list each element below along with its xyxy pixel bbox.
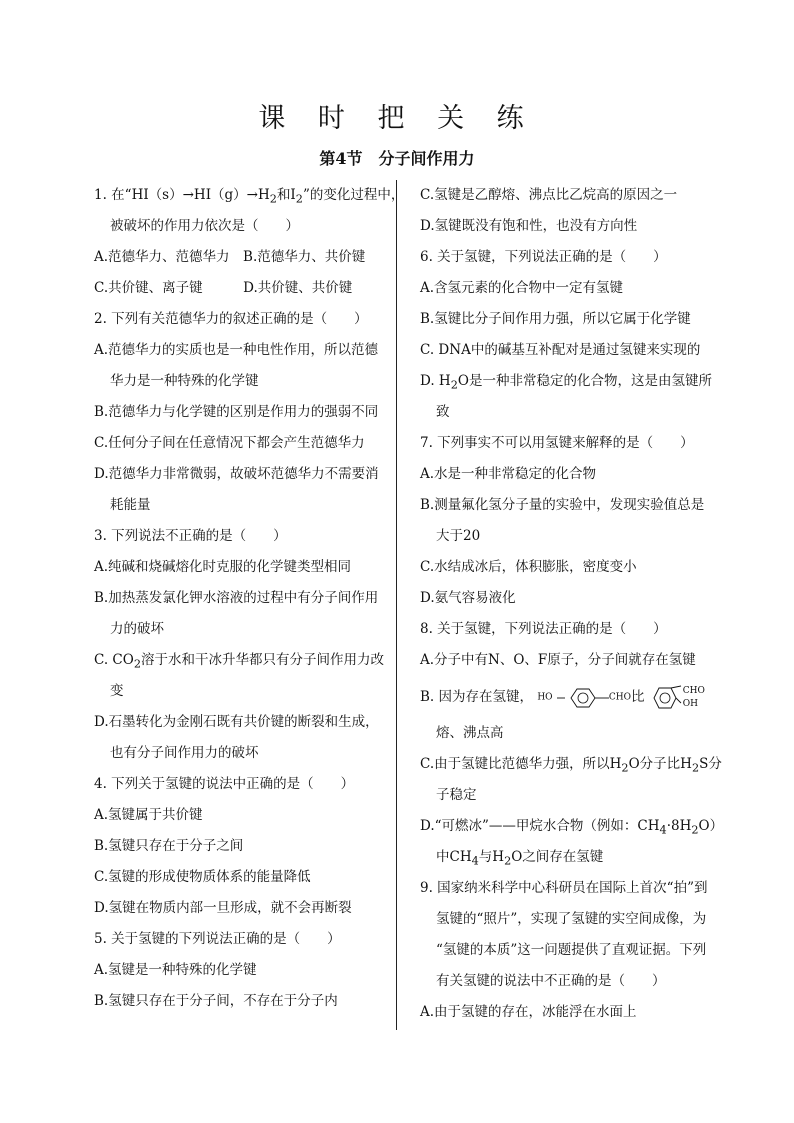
question-1-options-cd: C.共价键、离子键 D.共价键、共价键 [94,280,353,296]
question-8-stem: 8. 关于氢键，下列说法正确的是（ ） [420,621,667,637]
question-5-option-a: A.氢键是一种特殊的化学键 [94,962,257,978]
question-9-stem-cont: 有关氢键的说法中不正确的是（ ） [436,973,666,989]
question-2-option-a: A.范德华力的实质也是一种电性作用，所以范德 [94,342,379,358]
question-6-stem: 6. 关于氢键，下列说法正确的是（ ） [420,249,667,265]
question-8-option-b: B. 因为存在氢键， HO CHO比 CHO OH [420,676,730,718]
question-6-option-b: B.氢键比分子间作用力强，所以它属于化学键 [420,311,691,327]
question-8-option-b-cont: 熔、沸点高 [436,725,504,741]
question-9-stem-cont: “氢键的本质”这一问题提供了直观证据。下列 [436,942,707,958]
section-subtitle: 第4节 分子间作用力 [319,149,475,168]
question-3-option-b: B.加热蒸发氯化钾水溶液的过程中有分子间作用 [94,590,379,606]
question-4-option-d: D.氢键在物质内部一旦形成，就不会再断裂 [94,900,352,916]
question-9-option-a: A.由于氢键的存在，冰能浮在水面上 [420,1004,637,1020]
question-2-option-a-cont: 华力是一种特殊的化学键 [110,373,259,389]
question-3-option-c-cont: 变 [110,683,124,699]
question-6-option-c: C. DNA中的碱基互补配对是通过氢键来实现的 [420,342,701,358]
page-title: 课 时 把 关 练 [258,103,536,134]
question-5-stem: 5. 关于氢键的下列说法正确的是（ ） [94,931,341,947]
question-2-stem: 2. 下列有关范德华力的叙述正确的是（ ） [94,311,368,327]
question-2-option-c: C.任何分子间在任意情况下都会产生范德华力 [94,435,365,451]
question-9-stem: 9. 国家纳米科学中心科研员在国际上首次“拍”到 [420,880,708,896]
question-1-stem-cont: 被破坏的作用力依次是（ ） [110,218,299,234]
question-3-stem: 3. 下列说法不正确的是（ ） [94,528,287,544]
question-4-stem: 4. 下列关于氢键的说法中正确的是（ ） [94,776,355,792]
molecule-1-ho-label: HO [537,692,553,703]
question-7-option-b: B.测量氟化氢分子量的实验中，发现实验值总是 [420,497,705,513]
question-6-option-d-cont: 致 [436,404,450,420]
column-divider [396,180,397,1030]
question-1-options-ab: A.范德华力、范德华力 B.范德华力、共价键 [94,249,366,265]
question-4-option-b: B.氢键只存在于分子之间 [94,838,244,854]
molecule-2-oh-label: OH [682,698,698,709]
question-5-option-c: C.氢键是乙醇熔、沸点比乙烷高的原因之一 [420,187,678,203]
left-column [94,180,405,1017]
molecule-1-cho-label: CHO [608,692,631,703]
question-7-option-b-cont: 大于20 [436,528,481,544]
question-3-option-b-cont: 力的破坏 [110,621,164,637]
question-2-option-d-cont: 耗能量 [110,497,151,513]
question-3-option-c: C. $CO_2$溶于水和干冰升华都只有分子间作用力改 [94,652,384,671]
question-8-option-a: A.分子中有N、O、F原子，分子间就存在氢键 [420,652,696,668]
question-7-option-c: C.水结成冰后，体积膨胀，密度变小 [420,559,637,575]
question-6-option-a: A.含氢元素的化合物中一定有氢键 [420,280,624,296]
question-2-option-b: B.范德华力与化学键的区别是作用力的强弱不同 [94,404,379,420]
question-5-option-d: D.氢键既没有饱和性，也没有方向性 [420,218,638,234]
question-7-option-a: A.水是一种非常稳定的化合物 [420,466,597,482]
molecule-2-substituents [683,685,705,711]
molecule-2-cho-label: CHO [682,685,705,696]
question-8-option-c: C.由于氢键比范德华力强，所以$H_2O$分子比$H_2S$分 [420,756,722,775]
question-3-option-d-cont: 也有分子间作用力的破坏 [110,745,259,761]
question-4-option-c: C.氢键的形成使物质体系的能量降低 [94,869,311,885]
question-2-option-d: D.范德华力非常微弱，故破坏范德华力不需要消 [94,466,379,482]
question-6-option-d: D. $H_2O$是一种非常稳定的化合物，这是由氢键所 [420,373,712,392]
question-3-option-d: D.石墨转化为金刚石既有共价键的断裂和生成， [94,714,379,730]
question-7-option-d: D.氨气容易液化 [420,590,516,606]
right-column [420,180,730,1028]
benzene-ring-icon [649,683,683,713]
question-5-option-b: B.氢键只存在于分子间，不存在于分子内 [94,993,338,1009]
benzene-ring-icon [557,687,609,709]
question-3-option-a: A.纯碱和烧碱熔化时克服的化学键类型相同 [94,559,352,575]
question-8-option-d: D.“可燃冰”——甲烷水合物（例如：$CH_4\cdot 8H_2O$） [420,818,724,837]
question-8-option-d-cont: 中$CH_4$与$H_2O$之间存在氢键 [436,849,604,868]
question-8-option-c-cont: 子稳定 [436,787,477,803]
question-9-stem-cont: 氢键的“照片”，实现了氢键的实空间成像，为 [436,911,707,927]
question-7-stem: 7. 下列事实不可以用氢键来解释的是（ ） [420,435,694,451]
question-4-option-a: A.氢键属于共价键 [94,807,203,823]
question-1-stem: 1. 在“$HI(s)\to HI(g)\to H_2$和$I_2$”的变化过程中， [94,187,405,206]
